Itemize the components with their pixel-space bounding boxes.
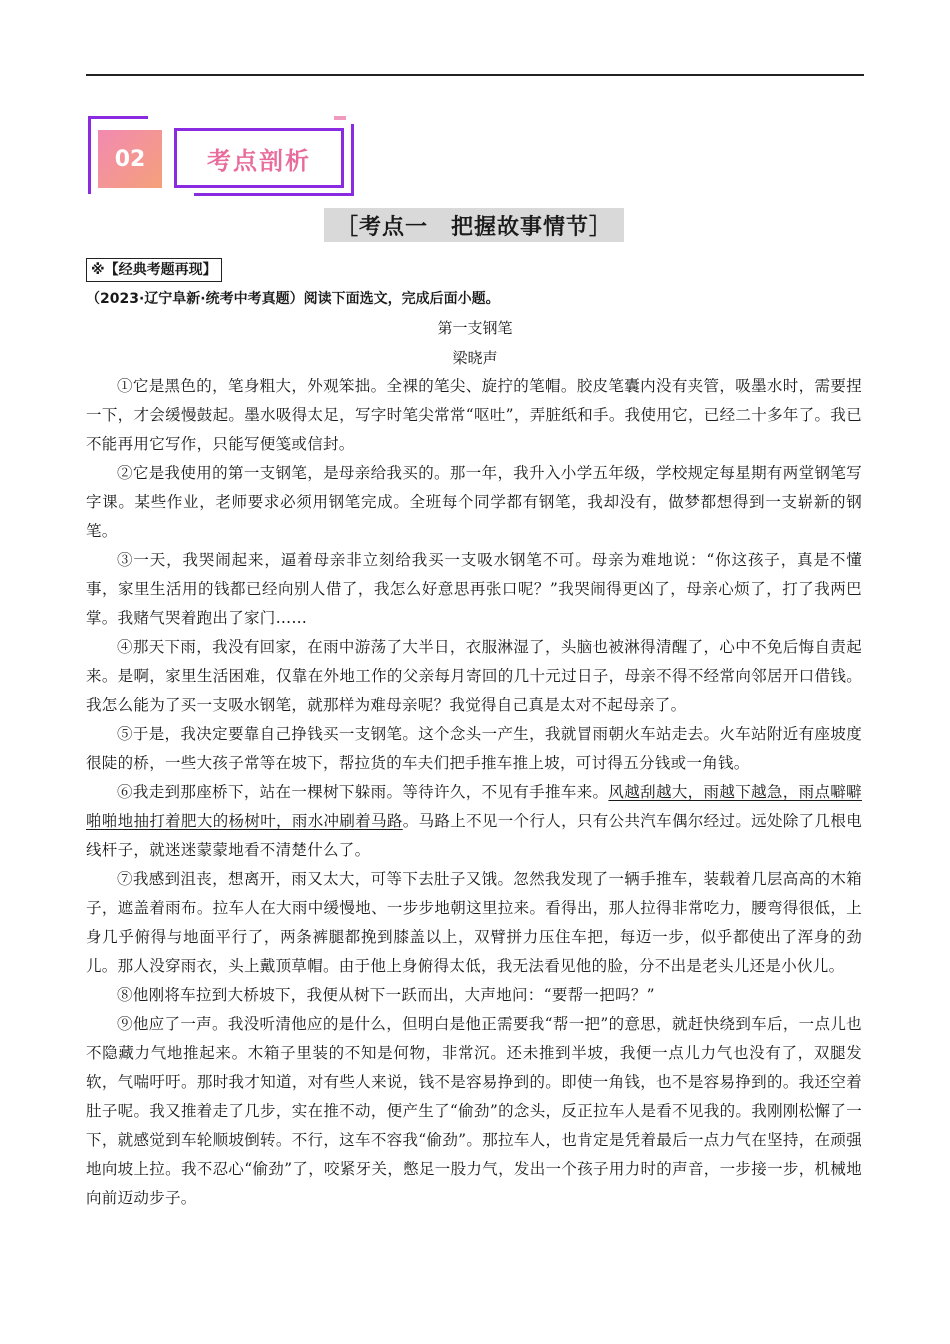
article-body	[86, 372, 862, 1213]
paragraph-2: ②它是我使用的第一支钢笔，是母亲给我买的。那一年，我升入小学五年级，学校规定每星期有两堂钢笔写字课。某些作业，老师要求必须用钢笔完成。全班每个同学都有钢笔，我却没有，做梦都想得到一支崭新的钢笔。	[86, 464, 862, 540]
badge-title: 考点剖析	[174, 128, 344, 188]
badge-accent	[334, 116, 346, 120]
paragraph-3: ③一天，我哭闹起来，逼着母亲非立刻给我买一支吸水钢笔不可。母亲为难地说：“你这孩子，真是不懂事，家里生活用的钱都已经向别人借了，我怎么好意思再张口呢？”我哭闹得更凶了，母亲心烦了，打了我两巴掌。我赌气哭着跑出了家门……	[86, 551, 862, 627]
paragraph-6-before: ⑥我走到那座桥下，站在一棵树下躲雨。等待许久，不见有手推车来。	[117, 783, 609, 801]
paragraph-4: ④那天下雨，我没有回家，在雨中游荡了大半日，衣服淋湿了，头脑也被淋得清醒了，心中不免后悔自责起来。是啊，家里生活困难，仅靠在外地工作的父亲每月寄回的几十元过日子，母亲不得不经常向邻居开口借钱。我怎么能为了买一支吸水钢笔，就那样为难母亲呢？我觉得自己真是太对不起母亲了。	[86, 638, 862, 714]
section-label: ※【经典考题再现】	[86, 258, 222, 282]
article-author: 梁晓声	[452, 349, 498, 367]
paragraph-7: ⑦我感到沮丧，想离开，雨又太大，可等下去肚子又饿。忽然我发现了一辆手推车，装载着几层高高的木箱子，遮盖着雨布。拉车人在大雨中缓慢地、一步步地朝这里拉来。看得出，那人拉得非常吃力，腰弯得很低，上身几乎俯得与地面平行了，两条裤腿都挽到膝盖以上，双臂拼力压住车把，每迈一步，似乎都使出了浑身的劲儿。那人没穿雨衣，头上戴顶草帽。由于他上身俯得太低，我无法看见他的脸，分不出是老头儿还是小伙儿。	[86, 870, 862, 975]
paragraph-8: ⑧他刚将车拉到大桥坡下，我便从树下一跃而出，大声地问：“要帮一把吗？”	[117, 986, 655, 1004]
question-source: （2023·辽宁阜新·统考中考真题）阅读下面选文，完成后面小题。	[86, 291, 500, 307]
top-rule	[86, 74, 864, 76]
badge-number: 02	[98, 130, 162, 188]
paragraph-9: ⑨他应了一声。我没听清他应的是什么，但明白是他正需要我“帮一把”的意思，就赶快绕到车后，一点儿也不隐藏力气地推起来。木箱子里装的不知是何物，非常沉。还未推到半坡，我便一点儿力气也没有了，双腿发软，气喘吁吁。那时我才知道，对有些人来说，钱不是容易挣到的。即使一角钱，也不是容易挣到的。我还空着肚子呢。我又推着走了几步，实在推不动，便产生了“偷劲”的念头，反正拉车人是看不见我的。我刚刚松懈了一下，就感觉到车轮顺坡倒转。不行，这车不容我“偷劲”。那拉车人，也肯定是凭着最后一点力气在坚持，在顽强地向坡上拉。我不忍心“偷劲”了，咬紧牙关，憋足一股力气，发出一个孩子用力时的声音，一步接一步，机械地向前迈动步子。	[86, 1015, 862, 1207]
paragraph-6	[86, 778, 862, 865]
section-badge	[88, 116, 358, 198]
exam-point-heading: ［考点一 把握故事情节］	[324, 208, 624, 242]
paragraph-1: ①它是黑色的，笔身粗大，外观笨拙。全裸的笔尖、旋拧的笔帽。胶皮笔囊内没有夹管，吸墨水时，需要捏一下，才会缓慢鼓起。墨水吸得太足，写字时笔尖常常“呕吐”，弄脏纸和手。我使用它，已经二十多年了。我已不能再用它写作，只能写便笺或信封。	[86, 377, 862, 453]
paragraph-5: ⑤于是，我决定要靠自己挣钱买一支钢笔。这个念头一产生，我就冒雨朝火车站走去。火车站附近有座坡度很陡的桥，一些大孩子常等在坡下，帮拉货的车夫们把手推车推上坡，可讨得五分钱或一角钱。	[86, 725, 862, 772]
underlined-sentence: 风越刮越大，雨越下越急，雨点噼噼啪啪地抽打着肥大的杨树叶，雨水冲刷着马路	[86, 783, 862, 830]
paragraph-6-after: 。马路上不见一个行人，只有公共汽车偶尔经过。远处除了几根电线杆子，就迷迷蒙蒙地看不清楚什么了。	[86, 812, 862, 859]
article-title: 第一支钢笔	[437, 319, 513, 337]
